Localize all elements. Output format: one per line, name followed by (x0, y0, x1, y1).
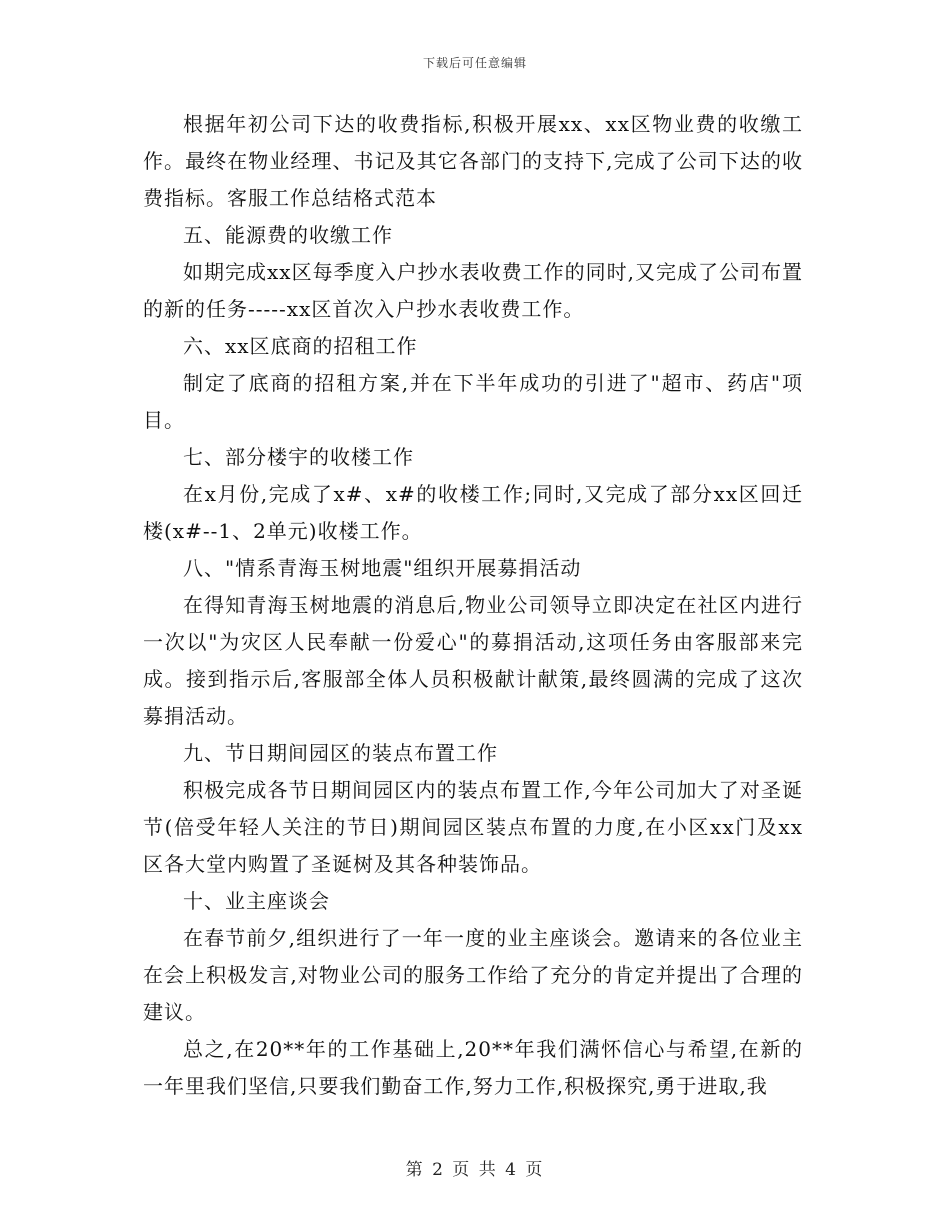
paragraph: 制定了底商的招租方案,并在下半年成功的引进了"超市、药店"项目。 (143, 371, 803, 432)
section-heading: 八、"情系青海玉树地震"组织开展募捐活动 (183, 556, 582, 580)
section-heading: 十、业主座谈会 (183, 889, 330, 913)
page-header: 下载后可任意编辑 (422, 56, 527, 70)
paragraph: 如期完成xx区每季度入户抄水表收费工作的同时,又完成了公司布置的新的任务-----xx区首次入户抄水表收费工作。 (143, 260, 803, 321)
section-heading: 九、节日期间园区的装点布置工作 (183, 741, 498, 765)
page-footer: 第 2 页 共 4 页 (405, 1160, 545, 1180)
paragraph: 在春节前夕,组织进行了一年一度的业主座谈会。邀请来的各位业主在会上积极发言,对物业公司的服务工作给了充分的肯定并提出了合理的建议。 (143, 926, 803, 1024)
paragraph: 在得知青海玉树地震的消息后,物业公司领导立即决定在社区内进行一次以"为灾区人民奉献一份爱心"的募捐活动,这项任务由客服部来完成。接到指示后,客服部全体人员积极献计献策,最终圆满的完成了这次募捐活动。 (143, 593, 803, 728)
paragraph: 积极完成各节日期间园区内的装点布置工作,今年公司加大了对圣诞节(倍受年轻人关注的节日)期间园区装点布置的力度,在小区xx门及xx区各大堂内购置了圣诞树及其各种装饰品。 (143, 778, 803, 876)
section-heading: 七、部分楼宇的收楼工作 (183, 445, 414, 469)
paragraph: 在x月份,完成了x#、x#的收楼工作;同时,又完成了部分xx区回迁楼(x#--1、2单元)收楼工作。 (143, 482, 803, 543)
section-heading: 五、能源费的收缴工作 (183, 223, 393, 247)
paragraph: 总之,在20**年的工作基础上,20**年我们满怀信心与希望,在新的一年里我们坚信,只要我们勤奋工作,努力工作,积极探究,勇于进取,我 (143, 1037, 803, 1098)
section-heading: 六、xx区底商的招租工作 (183, 334, 418, 358)
paragraph: 根据年初公司下达的收费指标,积极开展xx、xx区物业费的收缴工作。最终在物业经理、书记及其它各部门的支持下,完成了公司下达的收费指标。客服工作总结格式范本 (143, 112, 803, 210)
document-body (143, 106, 803, 1105)
